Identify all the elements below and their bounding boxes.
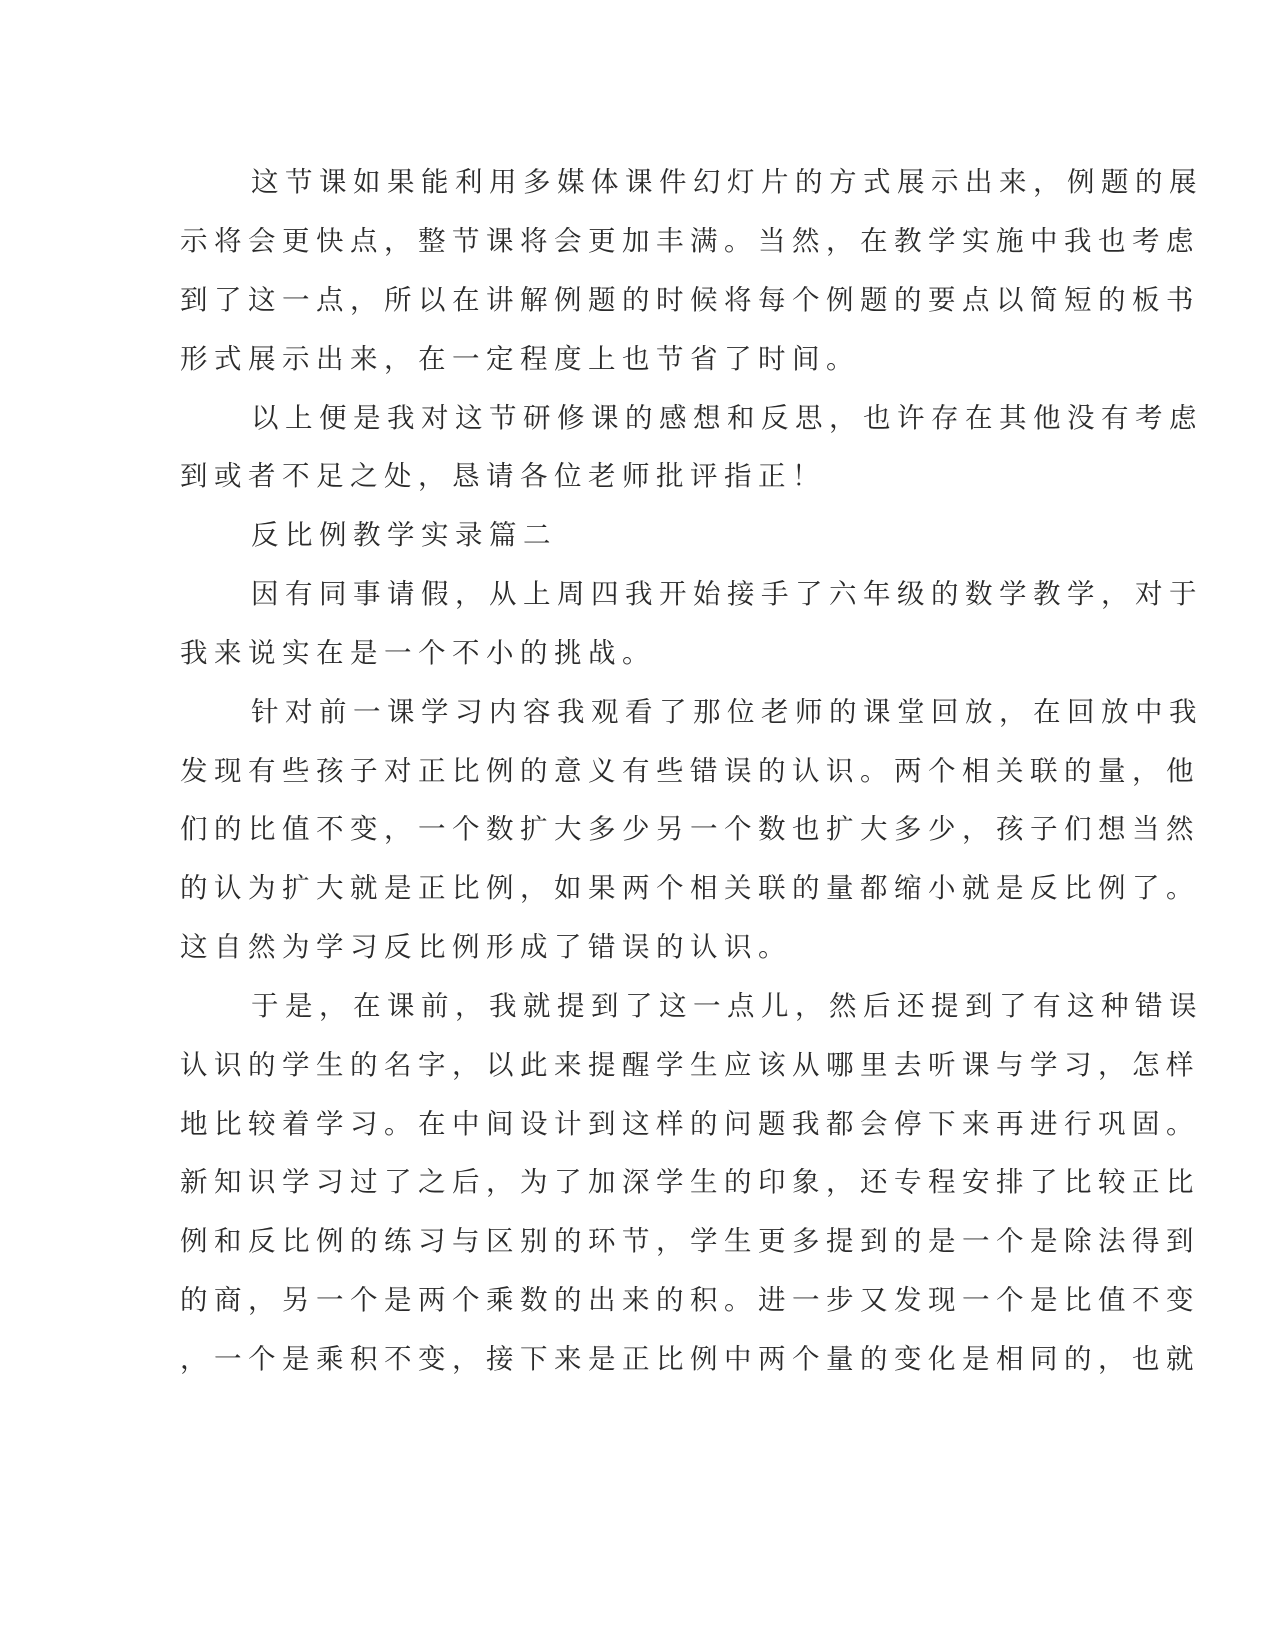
text-line: 认识的学生的名字，以此来提醒学生应该从哪里去听课与学习，怎样	[180, 1049, 1200, 1081]
text-line: 以上便是我对这节研修课的感想和反思，也许存在其他没有考虑	[251, 402, 1203, 434]
text-line: 这节课如果能利用多媒体课件幻灯片的方式展示出来，例题的展	[251, 166, 1203, 198]
text-line: 这自然为学习反比例形成了错误的认识。	[180, 931, 792, 963]
text-line: 于是，在课前，我就提到了这一点儿，然后还提到了有这种错误	[251, 990, 1203, 1022]
text-line: 例和反比例的练习与区别的环节，学生更多提到的是一个是除法得到	[180, 1225, 1200, 1257]
text-line: 到或者不足之处，恳请各位老师批评指正！	[180, 460, 826, 492]
text-line: 示将会更快点，整节课将会更加丰满。当然，在教学实施中我也考虑	[180, 225, 1200, 257]
text-line: ，一个是乘积不变，接下来是正比例中两个量的变化是相同的，也就	[180, 1343, 1200, 1375]
text-line: 地比较着学习。在中间设计到这样的问题我都会停下来再进行巩固。	[180, 1108, 1200, 1140]
text-line: 的认为扩大就是正比例，如果两个相关联的量都缩小就是反比例了。	[180, 872, 1200, 904]
text-line: 的商，另一个是两个乘数的出来的积。进一步又发现一个是比值不变	[180, 1284, 1200, 1316]
text-line: 发现有些孩子对正比例的意义有些错误的认识。两个相关联的量，他	[180, 755, 1200, 787]
text-line: 针对前一课学习内容我观看了那位老师的课堂回放，在回放中我	[251, 696, 1203, 728]
text-line: 到了这一点，所以在讲解例题的时候将每个例题的要点以简短的板书	[180, 284, 1200, 316]
text-line: 形式展示出来，在一定程度上也节省了时间。	[180, 343, 860, 375]
section-heading: 反比例教学实录篇二	[251, 519, 557, 551]
text-line: 我来说实在是一个不小的挑战。	[180, 637, 656, 669]
text-line: 因有同事请假，从上周四我开始接手了六年级的数学教学，对于	[251, 578, 1203, 610]
text-line: 们的比值不变，一个数扩大多少另一个数也扩大多少，孩子们想当然	[180, 813, 1200, 845]
text-line: 新知识学习过了之后，为了加深学生的印象，还专程安排了比较正比	[180, 1166, 1200, 1198]
